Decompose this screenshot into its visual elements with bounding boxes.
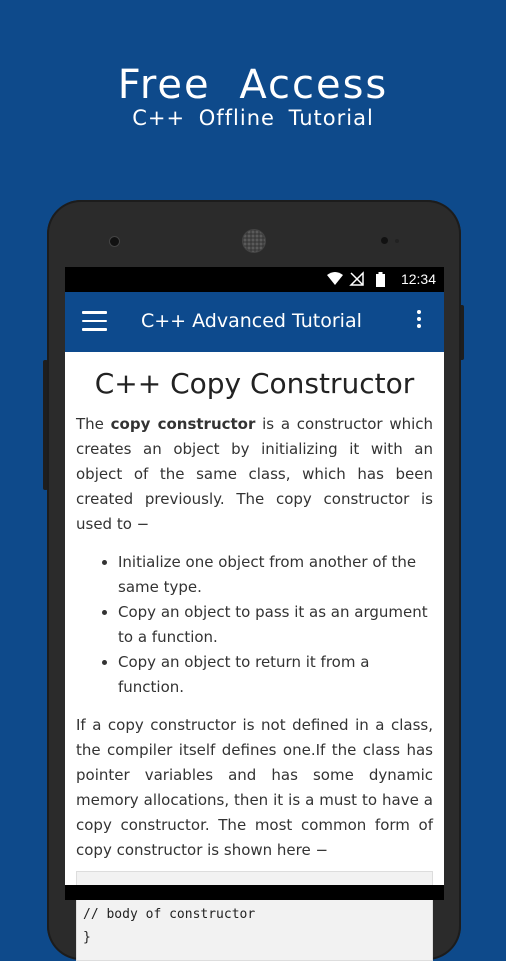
list-item: • Copy an object to pass it as an argument to a function. bbox=[118, 600, 433, 650]
hamburger-menu-icon[interactable] bbox=[82, 311, 107, 331]
proximity-sensor-icon bbox=[381, 237, 388, 244]
wifi-icon bbox=[327, 272, 343, 286]
intro-paragraph bbox=[76, 412, 433, 537]
usage-list bbox=[76, 550, 433, 700]
clock-time: 12:34 bbox=[400, 271, 436, 287]
code-line: } bbox=[83, 930, 91, 945]
intro-prefix: The bbox=[76, 415, 111, 433]
list-item: • Copy an object to return it from a function. bbox=[118, 650, 433, 700]
light-sensor-icon bbox=[395, 239, 399, 243]
app-bar-title: C++ Advanced Tutorial bbox=[141, 310, 362, 332]
app-bar bbox=[65, 292, 444, 352]
promo-subtitle: C++ Offline Tutorial bbox=[132, 106, 374, 130]
list-item: • Initialize one object from another of the same type. bbox=[118, 550, 433, 600]
front-camera-icon bbox=[109, 236, 120, 247]
promo-title: Free Access bbox=[117, 62, 389, 108]
status-bar bbox=[65, 267, 444, 292]
phone-screen bbox=[65, 267, 444, 945]
no-signal-icon bbox=[350, 272, 364, 286]
article-content[interactable] bbox=[65, 352, 444, 945]
intro-suffix: is a constructor which creates an object by initializing it with an object of the same class, which has been created previously. The copy constructor is used to − bbox=[76, 415, 434, 533]
code-line: // body of constructor bbox=[83, 907, 256, 922]
navigation-bar bbox=[65, 885, 444, 900]
article-title: C++ Copy Constructor bbox=[94, 367, 415, 400]
intro-bold-term: copy constructor bbox=[110, 415, 256, 433]
battery-icon bbox=[376, 272, 385, 287]
speaker-grille-icon bbox=[242, 229, 266, 253]
more-vert-icon[interactable] bbox=[413, 310, 425, 334]
body-paragraph: If a copy constructor is not defined in a class, the compiler itself defines one.If the class has pointer variables and has some dynamic memory allocations, then it is a must to have a copy constructor. The most common form of copy constructor is shown here − bbox=[76, 716, 433, 859]
